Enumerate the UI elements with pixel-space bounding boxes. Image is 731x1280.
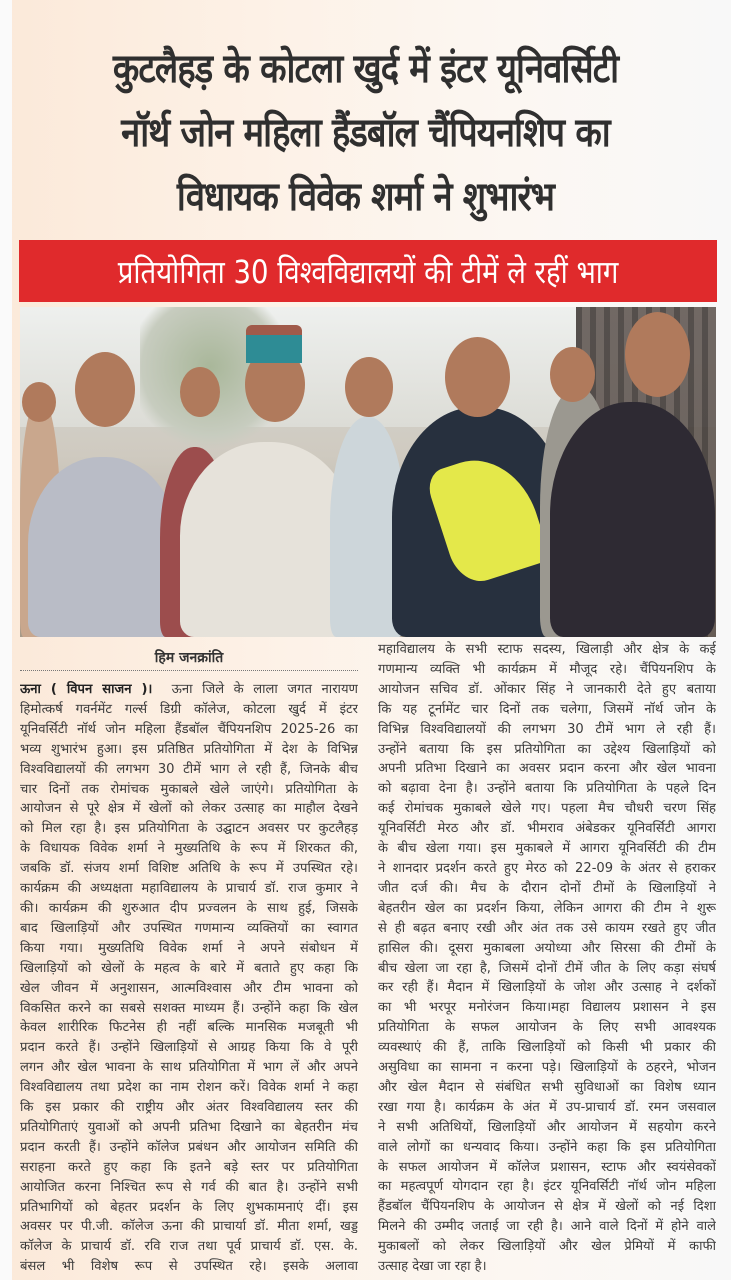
article-line: बीच खेला जा रहा है, जिसमें दोनों टीमें जीत के लिए कड़ा संघर्ष: [378, 960, 716, 976]
divider: [20, 670, 358, 671]
article-line: के बीच खेला गया। इस मुकाबले में आगरा यूनिवर्सिटी की टीम: [378, 841, 716, 857]
person-head: [445, 337, 510, 417]
article-line: के विधायक विवेक शर्मा ने मुख्यतिथि के रूप में शिरकत की,: [20, 841, 358, 857]
person-head: [75, 352, 135, 427]
article-line: मिलने की उम्मीद जताई जा रही है। आने वाले दिनों में होने वाले: [378, 1219, 716, 1235]
article-line: बेहतरीन खेल का प्रदर्शन किया, लेकिन आगरा की टीम ने शुरू: [378, 900, 716, 916]
article-line: ने शानदार प्रदर्शन करते हुए मेरठ को 22-09 के अंतर से हराकर: [378, 860, 716, 876]
news-source: हिम जनक्रांति: [154, 650, 224, 666]
news-photo: [20, 307, 716, 637]
person-head: [345, 357, 393, 417]
article-line: कई रोमांचक मुकाबले खेले गए। पहला मैच चौधरी चरण सिंह: [378, 801, 716, 817]
article-line: प्रतियोगिताएं युवाओं को अपनी प्रतिभा दिखाने का बेहतरीन मंच: [20, 1119, 358, 1135]
article-line: ऊना ( विपन साजन )। ऊना जिले के लाला जगत नारायण: [20, 682, 358, 697]
article-line: का भी भरपूर मनोरंजन किया।महा विद्यालय प्रशासन ने इस: [378, 1000, 716, 1016]
article-line: यूनिवर्सिटी मेरठ और डॉ. भीमराव अंबेडकर यूनिवर्सिटी आगरा: [378, 821, 716, 837]
person-head: [625, 312, 690, 397]
headline-line: नॉर्थ जोन महिला हैंडबॉल चैंपियनशिप का: [121, 109, 610, 156]
article-line: यूनिवर्सिटी नॉर्थ जोन महिला हैंडबॉल चैंपियनशिप 2025-26 का: [20, 721, 358, 737]
article-line: प्रदान करती हैं। उन्होंने कॉलेज प्रबंधन और आयोजन समिति की: [20, 1139, 358, 1155]
article-line: का महत्वपूर्ण योगदान रहा है। इंटर यूनिवर्सिटी नॉर्थ जोन महिला: [378, 1179, 716, 1195]
person-figure: [550, 402, 715, 637]
article-line: कि यह टूर्नामेंट चार दिनों तक चलेगा, जिसमें नॉर्थ जोन के: [378, 701, 716, 717]
article-line: केवल शारीरिक फिटनेस ही नहीं बल्कि मानसिक मजबूती भी: [20, 1020, 358, 1036]
article-line: हिमोत्कर्ष गवर्नमेंट गर्ल्स डिग्री कॉलेज, कोटला खुर्द में इंटर: [20, 701, 358, 717]
person-figure: [28, 457, 178, 637]
article-line: की। कार्यक्रम की शुरुआत दीप प्रज्वलन के साथ हुई, जिसके: [20, 900, 358, 916]
article-line: असुविधा का सामना न करना पड़े। खिलाड़ियों के ठहरने, भोजन: [378, 1060, 716, 1076]
article-line: जीत दर्ज की। मैच के दौरान दोनों टीमों के खिलाड़ियों ने: [378, 880, 716, 896]
article-line: लगन और खेल भावना के साथ प्रतियोगिता में भाग लें और अपने: [20, 1060, 358, 1076]
article-line: को मिल रहा है। इस प्रतियोगिता के उद्घाटन अवसर पर कुटलैहड़: [20, 821, 358, 837]
article-line: खिलाड़ियों को खेलों के महत्व के बारे में बताते हुए कहा कि: [20, 960, 358, 976]
headline-line: विधायक विवेक शर्मा ने शुभारंभ: [176, 173, 555, 220]
article-line: उन्होंने बताया कि इस प्रतियोगिता का उद्देश्य खिलाड़ियों को: [378, 741, 716, 757]
article-line: सराहना करते हुए कहा कि इतने बड़े स्तर पर प्रतियोगिता: [20, 1159, 358, 1175]
headline-line: कुटलैहड़ के कोटला खुर्द में इंटर यूनिवर्सिटी: [112, 45, 619, 92]
article-line: भव्य शुभारंभ हुआ। इस प्रतिष्ठित प्रतियोगिता में देश के विभिन्न: [20, 741, 358, 757]
article-line: ने सभी अतिथियों, खिलाड़ियों और आयोजन में सहयोग करने: [378, 1119, 716, 1135]
article-line: रखा गया है। कार्यक्रम के अंत में उप-प्राचार्य डॉ. रमन जसवाल: [378, 1099, 716, 1115]
article-line: आयोजित करना निश्चित रूप से गर्व की बात है। उन्होंने सभी: [20, 1179, 358, 1195]
article-line: बाद खिलाड़ियों और उपस्थित गणमान्य व्यक्तियों का स्वागत: [20, 920, 358, 936]
article-line: प्रतियोगिता के सफल आयोजन के लिए सभी आवश्यक: [378, 1020, 716, 1036]
person-head: [180, 367, 220, 417]
article-line: के सफल आयोजन में कॉलेज प्रशासन, स्टाफ और स्वयंसेवकों: [378, 1159, 716, 1175]
article-column-left: [20, 680, 358, 1277]
article-line: उत्साह देखा जा रहा है।: [378, 1259, 487, 1275]
article-column-right: [378, 640, 716, 1277]
dateline: ऊना ( विपन साजन )।: [20, 682, 153, 697]
headline: [63, 37, 668, 229]
article-line: खेल जीवन में अनुशासन, आत्मविश्वास और टीम भावना को: [20, 980, 358, 996]
article-line: कि इस प्रकार की राष्ट्रीय और अंतर विश्वविद्यालय स्तर की: [20, 1100, 358, 1116]
person-head: [22, 382, 56, 422]
article-line: विभिन्न विश्वविद्यालयों की लगभग 30 टीमें भाग ले रही हैं।: [378, 721, 716, 737]
article-line: मुकाबलों को लेकर खिलाड़ियों और खेल प्रेमियों में काफी: [378, 1239, 716, 1255]
article-line: अपनी प्रतिभा दिखाने का अवसर प्रदान करना और खेल भावना: [378, 761, 716, 777]
article-line: से ही बढ़त बनाए रखी और अंत तक उसे कायम रखते हुए जीत: [378, 920, 716, 936]
article-line: कार्यक्रम की अध्यक्षता महाविद्यालय के प्राचार्य डॉ. राज कुमार ने: [20, 881, 358, 897]
article-line: प्रदान करते हैं। उन्होंने खिलाड़ियों से आग्रह किया कि वे पूरी: [20, 1040, 358, 1056]
article-line: प्रतिभागियों को बेहतर प्रदर्शन के लिए शुभकामनाएं दीं। इस: [20, 1199, 358, 1215]
article-line: वाले लोगों का धन्यवाद किया। उन्होंने कहा कि इस प्रतियोगिता: [378, 1139, 716, 1155]
article-line: कर रही हैं। मैदान में खिलाड़ियों के जोश और उत्साह ने दर्शकों: [378, 980, 716, 996]
article-line: जबकि डॉ. संजय शर्मा विशिष्ट अतिथि के रूप में उपस्थित रहे।: [20, 861, 358, 877]
article-line: बंसल भी विशेष रूप से उपस्थित रहे। इसके अलावा: [20, 1259, 358, 1275]
article-line: और खेल मैदान से संबंधित सभी सुविधाओं का विशेष ध्यान: [378, 1079, 716, 1095]
article-line: चार दिनों तक रोमांचक मुकाबले खेले जाएंगे। प्रतियोगिता के: [20, 781, 358, 797]
person-head: [550, 347, 595, 402]
article-line: विश्वविद्यालयों की लगभग 30 टीमें भाग ले रही हैं, जिनके बीच: [20, 761, 358, 777]
article-line: व्यवस्थाएं की हैं, ताकि खिलाड़ियों को किसी भी प्रकार की: [378, 1040, 716, 1056]
article-line: अवसर पर पी.जी. कॉलेज ऊना की प्राचार्या डॉ. मीता शर्मा, खड्ड: [20, 1219, 358, 1235]
article-line: महाविद्यालय के सभी स्टाफ सदस्य, खिलाड़ी और क्षेत्र के कई: [378, 642, 716, 657]
article-line: को बढ़ावा देना है। उन्होंने बताया कि प्रतियोगिता के पहले दिन: [378, 781, 716, 797]
article-line: विश्वविद्यालय तथा प्रदेश का नाम रोशन करें। विवेक शर्मा ने कहा: [20, 1080, 358, 1096]
article-line: किया गया। मुख्यतिथि विवेक शर्मा ने अपने संबोधन में: [20, 940, 358, 956]
article-line: हासिल की। दूसरा मुकाबला अयोध्या और सिरसा की टीमों के: [378, 940, 716, 956]
article-line: हैंडबॉल चैंपियनशिप के आयोजन से क्षेत्र में खेलों को नई दिशा: [378, 1199, 716, 1215]
article-line: कॉलेज के प्राचार्य डॉ. रवि राज तथा पूर्व प्राचार्य डॉ. एस. के.: [20, 1239, 358, 1255]
subheadline-text: प्रतियोगिता 30 विश्वविद्यालयों की टीमें ले रहीं भाग: [117, 252, 619, 291]
article-line: आयोजन से पूरे क्षेत्र में खेलों को लेकर उत्साह का माहौल देखने: [20, 801, 358, 817]
subheadline-banner: [19, 240, 717, 302]
article-line: आयोजन सचिव डॉ. ओंकार सिंह ने जानकारी देते हुए बताया: [378, 681, 716, 697]
article-line: गणमान्य व्यक्ति भी कार्यक्रम में मौजूद रहे। चैंपियनशिप के: [378, 661, 716, 677]
person-figure: [180, 442, 355, 637]
article-line: विकसित करने का सबसे सशक्त माध्यम हैं। उन्होंने कहा कि खेल: [20, 1000, 358, 1016]
himachali-cap: [246, 325, 302, 363]
